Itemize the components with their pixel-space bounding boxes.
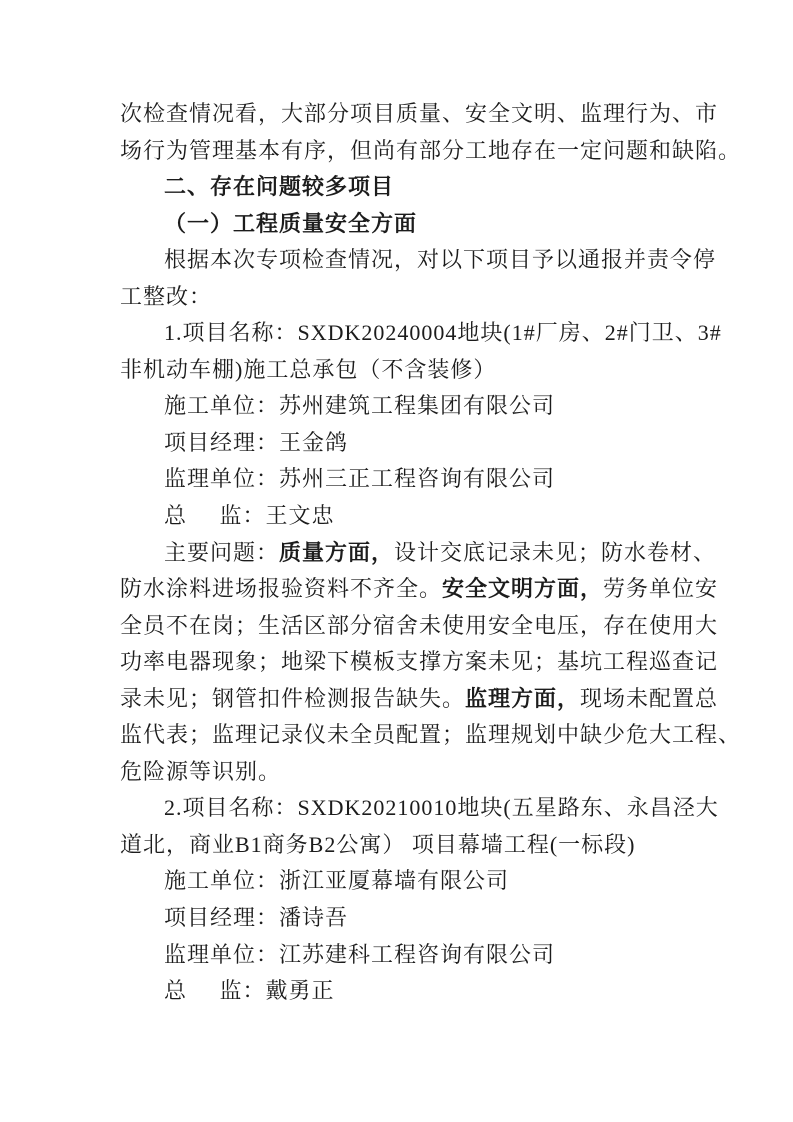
text-segment: 录未见；钢管扣件检测报告缺失。 xyxy=(120,685,466,711)
text-line xyxy=(120,644,720,681)
text-line xyxy=(120,608,720,645)
text-segment: 劳务单位安 xyxy=(603,576,719,602)
text-segment: 主要问题： xyxy=(164,539,280,565)
text-segment: 功率电器现象；地梁下模板支撑方案未见；基坑工程巡查记 xyxy=(120,649,719,675)
text-line xyxy=(120,169,720,206)
text-segment: 总 监：王文忠 xyxy=(164,503,335,529)
text-segment: 现场未配置总 xyxy=(580,685,719,711)
text-line xyxy=(120,96,720,133)
text-segment: 道北，商业B1商务B2公寓） 项目幕墙工程(一标段) xyxy=(120,831,636,857)
emphasis-segment: 质量方面， xyxy=(279,539,395,565)
text-line xyxy=(120,133,742,170)
text-segment: 总 监：戴勇正 xyxy=(164,978,335,1004)
text-line xyxy=(120,754,720,791)
text-line xyxy=(120,242,720,279)
text-line xyxy=(120,900,720,937)
text-line xyxy=(120,425,720,462)
text-segment: 监理单位：苏州三正工程咨询有限公司 xyxy=(164,466,556,492)
text-line xyxy=(120,535,720,572)
text-line xyxy=(120,206,720,243)
text-segment: 次检查情况看，大部分项目质量、安全文明、监理行为、市 xyxy=(120,101,719,126)
text-segment: 全员不在岗；生活区部分宿舍未使用安全电压，存在使用大 xyxy=(120,612,719,638)
text-segment: 项目经理：潘诗吾 xyxy=(164,905,349,931)
emphasis-segment: 安全文明方面， xyxy=(442,576,604,602)
text-line xyxy=(120,388,720,425)
text-segment: 监理单位：江苏建科工程咨询有限公司 xyxy=(164,941,556,967)
text-line xyxy=(120,827,720,864)
text-line xyxy=(120,461,720,498)
text-segment: 施工单位：苏州建筑工程集团有限公司 xyxy=(164,393,556,419)
text-segment: 监代表；监理记录仪未全员配置；监理规划中缺少危大工程、 xyxy=(120,722,742,748)
text-line xyxy=(120,315,720,352)
emphasis-segment: （一）工程质量安全方面 xyxy=(164,210,418,236)
emphasis-segment: 二、存在问题较多项目 xyxy=(164,174,395,200)
text-line xyxy=(120,498,720,535)
text-segment: 施工单位：浙江亚厦幕墙有限公司 xyxy=(164,868,510,894)
text-segment: 设计交底记录未见；防水卷材、 xyxy=(394,539,717,565)
text-line xyxy=(120,717,742,754)
text-line xyxy=(120,937,720,974)
text-line xyxy=(120,279,720,316)
text-segment: 工整改： xyxy=(120,283,213,309)
text-line xyxy=(120,863,720,900)
text-line xyxy=(120,973,720,1010)
text-line xyxy=(120,681,720,718)
text-segment: 防水涂料进场报验资料不齐全。 xyxy=(120,576,443,602)
text-segment: 2.项目名称：SXDK20210010地块(五星路东、永昌泾大 xyxy=(164,795,719,821)
text-segment: 场行为管理基本有序，但尚有部分工地存在一定问题和缺陷。 xyxy=(120,137,742,163)
text-line xyxy=(120,790,720,827)
text-segment: 危险源等识别。 xyxy=(120,758,282,784)
text-segment: 项目经理：王金鸽 xyxy=(164,429,349,455)
document-text-block xyxy=(120,96,742,1010)
emphasis-segment: 监理方面， xyxy=(465,685,581,711)
text-line xyxy=(120,571,720,608)
text-segment: 非机动车棚)施工总承包（不含装修） xyxy=(120,356,497,382)
text-line xyxy=(120,352,720,389)
text-segment: 1.项目名称：SXDK20240004地块(1#厂房、2#门卫、3# xyxy=(164,320,722,346)
text-segment: 根据本次专项检查情况，对以下项目予以通报并责令停 xyxy=(164,247,717,273)
